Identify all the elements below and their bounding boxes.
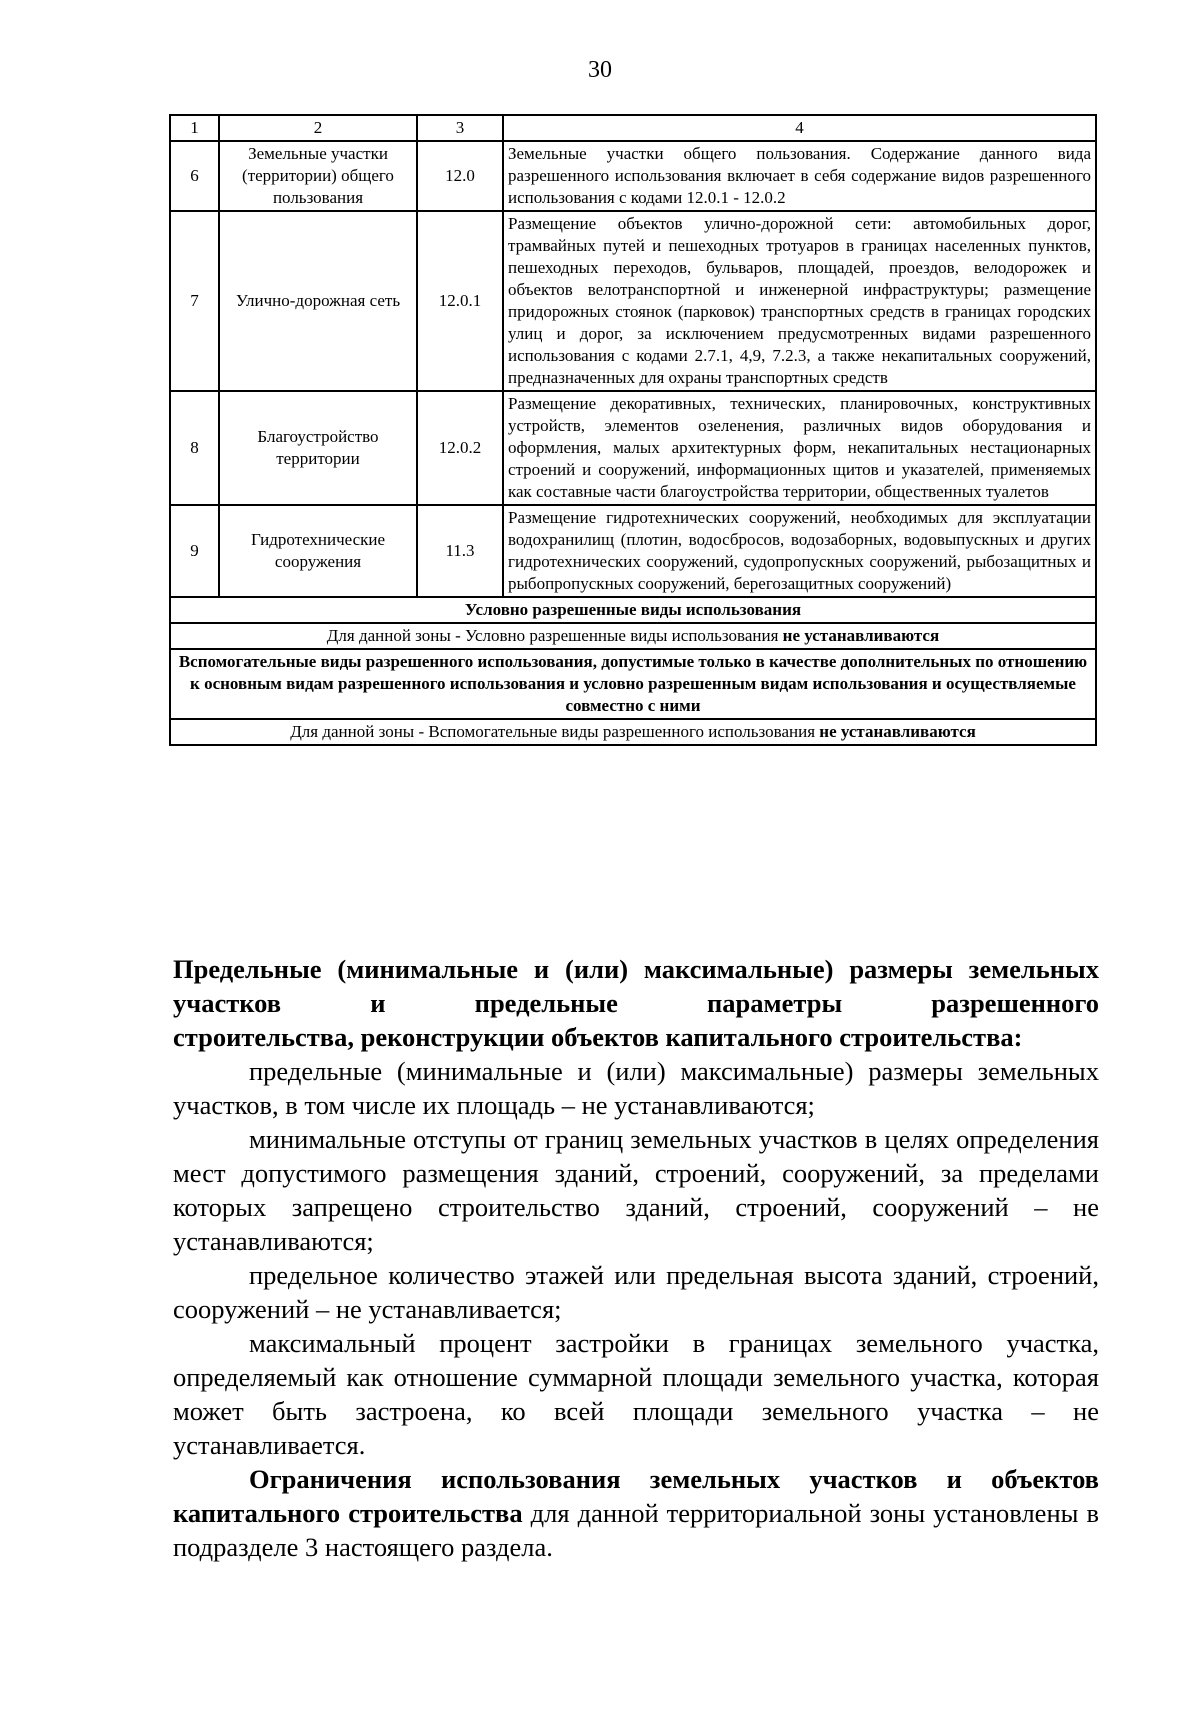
paragraph-restrictions bbox=[173, 1462, 1099, 1564]
conditional-note-bold: не устанавливаются bbox=[782, 626, 940, 645]
permitted-use-table bbox=[169, 114, 1097, 746]
row-number: 9 bbox=[170, 505, 219, 597]
use-code: 12.0.1 bbox=[417, 211, 503, 391]
table-row bbox=[170, 505, 1096, 597]
use-description: Размещение объектов улично-дорожной сети: автомобильных дорог, трамвайных путей и пешеходных тротуаров в границах населенных пунктов, пешеходных переходов, бульваров, площадей, проездов, велодорожек и объектов велотранспортной и инженерной инфраструктуры; размещение придорожных стоянок (парковок) транспортных средств в границах городских улиц и дорог, за исключением предусмотренных видами разрешенного использования с кодами 2.7.1, 4,9, 7.2.3, а также некапитальных сооружений, предназначенных для охраны транспортных средств bbox=[503, 211, 1096, 391]
conditional-title-row bbox=[170, 597, 1096, 623]
use-name: Улично-дорожная сеть bbox=[219, 211, 417, 391]
paragraph-plot-sizes: предельные (минимальные и (или) максимальные) размеры земельных участков, в том числе их площадь – не устанавливаются; bbox=[173, 1056, 1099, 1120]
section-heading bbox=[173, 952, 1099, 1054]
auxiliary-note-row bbox=[170, 719, 1096, 745]
column-header: 1 bbox=[170, 115, 219, 141]
use-name: Благоустройство территории bbox=[219, 391, 417, 505]
conditional-note-text: Для данной зоны - Условно разрешенные виды использования bbox=[326, 626, 779, 645]
conditional-uses-title: Условно разрешенные виды использования bbox=[170, 597, 1096, 623]
table-header-row bbox=[170, 115, 1096, 141]
use-name: Гидротехнические сооружения bbox=[219, 505, 417, 597]
paragraph-setbacks: минимальные отступы от границ земельных участков в целях определения мест допустимого размещения зданий, строений, сооружений, за пределами которых запрещено строительство зданий, строений, сооружений – не устанавливаются; bbox=[173, 1124, 1099, 1256]
auxiliary-uses-title: Вспомогательные виды разрешенного использования, допустимые только в качестве дополнительных по отношению к основным видам разрешенного использования и условно разрешенным видам использования и осуществляемые совместно с ними bbox=[170, 649, 1096, 719]
use-code: 12.0 bbox=[417, 141, 503, 211]
restrictions-rest: для данной территориальной зоны установлены в подразделе 3 настоящего раздела. bbox=[173, 1498, 1099, 1562]
row-number: 8 bbox=[170, 391, 219, 505]
use-code: 11.3 bbox=[417, 505, 503, 597]
page-number: 30 bbox=[588, 57, 612, 83]
use-description: Размещение декоративных, технических, планировочных, конструктивных устройств, элементов озеленения, различных видов оборудования и оформления, малых архитектурных форм, некапитальных нестационарных строений и сооружений, информационных щитов и указателей, применяемых как составные части благоустройства территории, общественных туалетов bbox=[503, 391, 1096, 505]
table-row bbox=[170, 141, 1096, 211]
use-name: Земельные участки (территории) общего пользования bbox=[219, 141, 417, 211]
use-description: Размещение гидротехнических сооружений, необходимых для эксплуатации водохранилищ (плотин, водосбросов, водозаборных, водовыпускных и других гидротехнических сооружений, судопропускных сооружений, рыбозащитных и рыбопропускных сооружений, берегозащитных сооружений) bbox=[503, 505, 1096, 597]
table-row bbox=[170, 391, 1096, 505]
use-description: Земельные участки общего пользования. Содержание данного вида разрешенного использования включает в себя содержание видов разрешенного использования с кодами 12.0.1 - 12.0.2 bbox=[503, 141, 1096, 211]
auxiliary-note-bold: не устанавливаются bbox=[819, 722, 976, 741]
table-row bbox=[170, 211, 1096, 391]
auxiliary-title-row bbox=[170, 649, 1096, 719]
use-code: 12.0.2 bbox=[417, 391, 503, 505]
row-number: 6 bbox=[170, 141, 219, 211]
restrictions-bold: Ограничения использования земельных участков и объектов капитального строительства bbox=[173, 1464, 1099, 1528]
land-parameters-section bbox=[173, 952, 1099, 1564]
auxiliary-note-text: Для данной зоны - Вспомогательные виды разрешенного использования bbox=[290, 722, 816, 741]
column-header: 4 bbox=[503, 115, 1096, 141]
column-header: 2 bbox=[219, 115, 417, 141]
section-heading-last: строительства, реконструкции объектов капитального строительства: bbox=[173, 1022, 1023, 1052]
section-heading-main: Предельные (минимальные и (или) максимальные) размеры земельных участков и предельные параметры разрешенного bbox=[173, 954, 1099, 1018]
paragraph-building-coverage: максимальный процент застройки в границах земельного участка, определяемый как отношение суммарной площади земельного участка, которая может быть застроена, ко всей площади земельного участка – не устанавливается. bbox=[173, 1328, 1099, 1460]
column-header: 3 bbox=[417, 115, 503, 141]
paragraph-floors: предельное количество этажей или предельная высота зданий, строений, сооружений – не устанавливается; bbox=[173, 1260, 1099, 1324]
auxiliary-uses-note bbox=[170, 719, 1096, 745]
conditional-uses-note bbox=[170, 623, 1096, 649]
row-number: 7 bbox=[170, 211, 219, 391]
conditional-note-row bbox=[170, 623, 1096, 649]
